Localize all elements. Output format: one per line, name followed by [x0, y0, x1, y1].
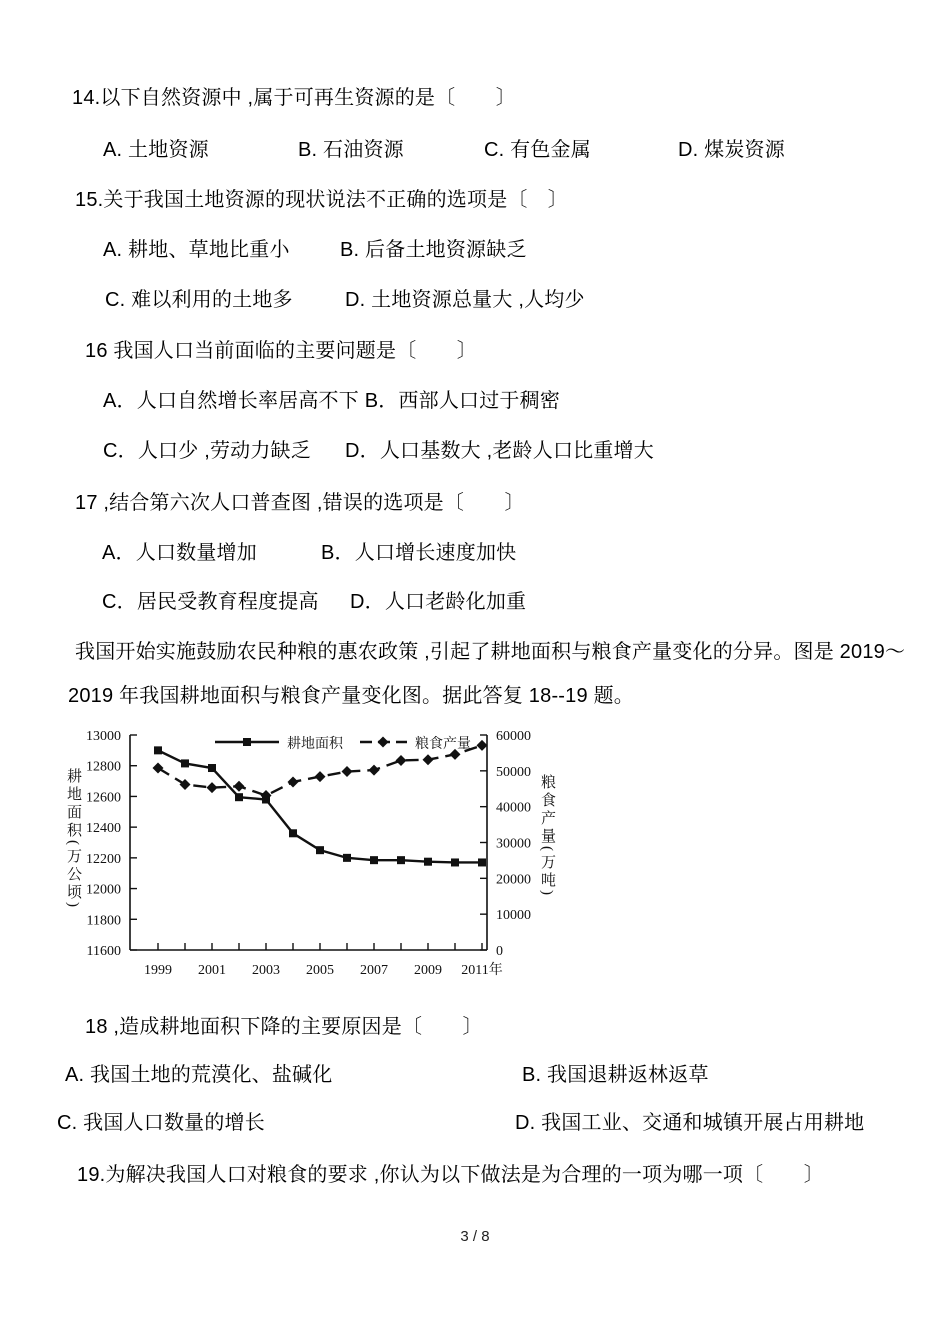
- svg-text:2009: 2009: [414, 963, 442, 978]
- svg-text:12200: 12200: [86, 851, 121, 867]
- svg-text:40000: 40000: [496, 800, 531, 816]
- question-15-option-c: C. 难以利用的土地多: [105, 289, 293, 311]
- svg-text:2011年: 2011年: [461, 963, 503, 978]
- question-15-stem: 15.关于我国土地资源的现状说法不正确的选项是〔 〕: [75, 189, 569, 211]
- question-19-stem: 19.为解决我国人口对粮食的要求 ,你认为以下做法是为合理的一项为哪一项〔 〕: [77, 1164, 824, 1186]
- question-18-option-d: D. 我国工业、交通和城镇开展占用耕地: [515, 1112, 865, 1134]
- chart-plot-svg: [55, 710, 565, 1010]
- svg-text:0: 0: [496, 944, 503, 959]
- svg-text:12000: 12000: [86, 882, 121, 898]
- chart-left-axis-title: 耕地面积(万公顷): [65, 768, 81, 910]
- svg-text:2005: 2005: [306, 963, 334, 978]
- question-14-option-b: B. 石油资源: [298, 139, 404, 161]
- question-16-option-d: D．人口基数大 ,老龄人口比重增大: [345, 440, 654, 462]
- svg-text:11800: 11800: [86, 913, 121, 929]
- intro-paragraph-line1: 我国开始实施鼓励农民种粮的惠农政策 ,引起了耕地面积与粮食产量变化的分异。图是 2019～: [75, 641, 906, 663]
- svg-text:粮食产量: 粮食产量: [415, 737, 471, 752]
- svg-text:30000: 30000: [496, 836, 531, 852]
- question-18-option-b: B. 我国退耕返林返草: [522, 1064, 709, 1086]
- svg-text:12400: 12400: [86, 821, 121, 837]
- question-18-option-a: A. 我国土地的荒漠化、盐碱化: [65, 1064, 333, 1086]
- question-14-option-c: C. 有色金属: [484, 139, 591, 161]
- land-grain-chart: [55, 710, 565, 1010]
- svg-text:60000: 60000: [496, 729, 531, 744]
- svg-text:12800: 12800: [86, 759, 121, 775]
- svg-text:11600: 11600: [86, 944, 121, 959]
- question-16-options-ab: A．人口自然增长率居高不下 B．西部人口过于稠密: [103, 390, 561, 412]
- question-16-option-c: C．人口少 ,劳动力缺乏: [103, 440, 311, 462]
- svg-text:50000: 50000: [496, 764, 531, 780]
- svg-text:2003: 2003: [252, 963, 280, 978]
- question-15-option-a: A. 耕地、草地比重小: [103, 239, 290, 261]
- question-14-option-d: D. 煤炭资源: [678, 139, 785, 161]
- chart-right-axis-title: 粮食产量(万吨): [539, 774, 555, 898]
- page-number: 3 / 8: [460, 1228, 490, 1245]
- svg-text:1999: 1999: [144, 963, 172, 978]
- question-14-stem: 14.以下自然资源中 ,属于可再生资源的是〔 〕: [72, 87, 516, 109]
- question-18-option-c: C. 我国人口数量的增长: [57, 1112, 265, 1134]
- question-17-option-c: C．居民受教育程度提高: [102, 591, 319, 613]
- svg-text:2001: 2001: [198, 963, 226, 978]
- svg-text:耕地面积: 耕地面积: [287, 737, 343, 752]
- question-17-option-a: A．人口数量增加: [102, 542, 257, 564]
- question-17-option-d: D．人口老龄化加重: [350, 591, 527, 613]
- question-15-option-b: B. 后备土地资源缺乏: [340, 239, 527, 261]
- question-15-option-d: D. 土地资源总量大 ,人均少: [345, 289, 585, 311]
- svg-text:13000: 13000: [86, 729, 121, 744]
- question-17-option-b: B．人口增长速度加快: [321, 542, 517, 564]
- question-17-stem: 17 ,结合第六次人口普查图 ,错误的选项是〔 〕: [75, 492, 525, 514]
- question-16-stem: 16 我国人口当前面临的主要问题是〔 〕: [85, 340, 478, 362]
- svg-text:10000: 10000: [496, 908, 531, 924]
- question-14-option-a: A. 土地资源: [103, 139, 209, 161]
- svg-text:2007: 2007: [360, 963, 388, 978]
- svg-text:12600: 12600: [86, 790, 121, 806]
- intro-paragraph-line2: 2019 年我国耕地面积与粮食产量变化图。据此答复 18--19 题。: [68, 685, 634, 707]
- svg-text:20000: 20000: [496, 872, 531, 888]
- question-18-stem: 18 ,造成耕地面积下降的主要原因是〔 〕: [85, 1016, 483, 1038]
